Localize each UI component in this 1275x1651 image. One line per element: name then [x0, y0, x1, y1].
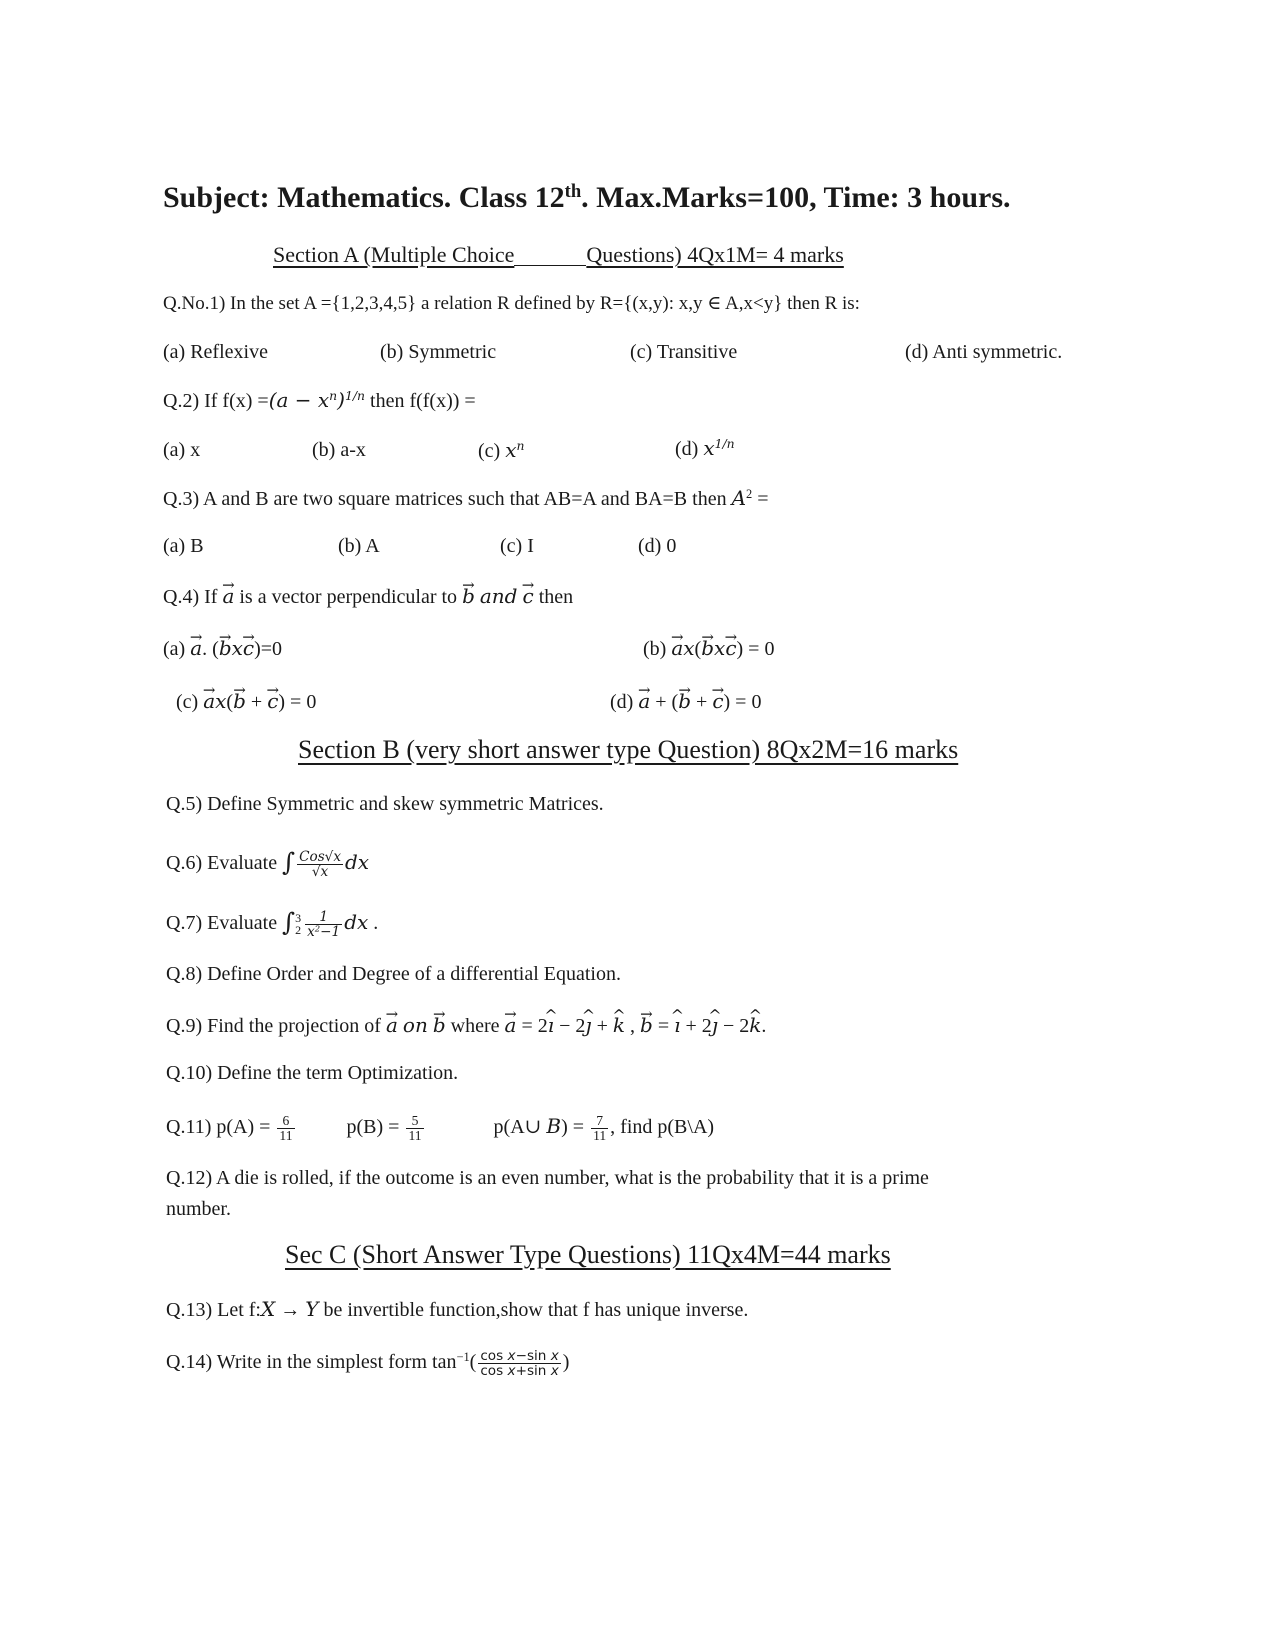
q4-and: and — [479, 584, 518, 608]
q11-label: Q.11) p(A) = — [166, 1116, 271, 1138]
q4-option-a-label: (a) — [163, 638, 186, 660]
q11-pb: p(B) = — [346, 1116, 400, 1138]
q9-label: Q.9) Find the projection of — [166, 1015, 381, 1037]
q4-option-b: (b) → ax(→ bx→ c) = 0 — [643, 636, 774, 661]
q4-option-b-label: (b) — [643, 638, 667, 660]
q2-option-a: (a) x — [163, 439, 201, 461]
q7-label: Q.7) Evaluate — [166, 912, 278, 934]
q14-label: Q.14) Write in the simplest form tan — [166, 1351, 457, 1373]
q4-then: then — [538, 586, 574, 608]
q4-option-d-label: (d) — [610, 691, 634, 713]
q13-label: Q.13) Let f: — [166, 1299, 261, 1321]
title-superscript: th — [564, 180, 582, 202]
q9-question: Q.9) Find the projection of → a on → b where → a = 2^ ı − 2^ ȷ + ^ k , → b = ^ ı + 2^ ȷ − 2^ k. — [166, 1013, 766, 1038]
q4-option-c-label: (c) — [176, 691, 199, 713]
q2-option-c: (c) $x^n$ — [478, 438, 525, 462]
section-c-heading: Sec C (Short Answer Type Questions) 11Qx4M=44 marks — [285, 1240, 891, 1269]
q9-on: on — [402, 1013, 428, 1037]
q12-line1: Q.12) A die is rolled, if the outcome is an even number, what is the probability that it is a prime — [166, 1167, 929, 1189]
q3-option-a: (a) B — [163, 535, 204, 557]
q2-option-d: (d) $x^{1/n}$ — [675, 436, 735, 460]
q6-label: Q.6) Evaluate — [166, 852, 278, 874]
q10-text: Q.10) Define the term Optimization. — [166, 1062, 459, 1084]
title-prefix: Subject: Mathematics. Class 12 — [163, 181, 565, 214]
q9-where: where — [450, 1015, 500, 1037]
q3-question: Q.3) A and B are two square matrices such that AB=A and BA=B then $A^2$ = — [163, 486, 769, 510]
q11-pab: p(A∪ — [493, 1116, 542, 1138]
q4-mid: is a vector perpendicular to — [239, 586, 458, 608]
q1-option-c: (c) Transitive — [630, 341, 738, 363]
q12-line2: number. — [166, 1198, 231, 1220]
q2-option-c-label: (c) — [478, 440, 501, 462]
page-title — [163, 180, 1011, 216]
q3-text: Q.3) A and B are two square matrices such that AB=A and BA=B then — [163, 488, 727, 510]
q2-question — [163, 388, 476, 413]
section-b-heading: Section B (very short answer type Question) 8Qx2M=16 marks — [298, 735, 959, 764]
section-a-heading-left: Section A (Multiple Choice — [273, 242, 515, 267]
q11-question: Q.11) p(A) = $\frac{6}{11}$ p(B) = $\frac{5}{11}$ p(A∪ B) = $\frac{7}{11}$ , find p(B\A) — [166, 1112, 715, 1143]
q2-option-d-label: (d) — [675, 438, 699, 460]
q2-label: Q.2) If f(x) = — [163, 390, 269, 412]
q13-question: Q.13) Let f:X → Y be invertible function,show that f has unique inverse. — [166, 1297, 749, 1321]
q4-option-a: (a) → a. (→ bx→ c)=0 — [163, 636, 282, 661]
q3-option-b: (b) A — [338, 535, 380, 557]
q8-text: Q.8) Define Order and Degree of a differential Equation. — [166, 963, 621, 985]
q11-find: find p(B\A) — [620, 1116, 715, 1138]
q2-then: then f(f(x)) = — [370, 390, 476, 412]
q5-text: Q.5) Define Symmetric and skew symmetric Matrices. — [166, 793, 604, 815]
q1-option-a: (a) Reflexive — [163, 341, 268, 363]
q4-option-d: (d) → a + (→ b + → c) = 0 — [610, 689, 761, 714]
q7-question: Q.7) Evaluate ∫ 3 2 $\frac{1}{x^2-1}$ dx . — [166, 907, 379, 940]
q1-text: Q.No.1) In the set A ={1,2,3,4,5} a relation R defined by R={(x,y): x,y ∈ A,x<y} then R is: — [163, 293, 860, 314]
q4-question: Q.4) If → a is a vector perpendicular to → b and → c then — [163, 584, 573, 609]
q13-rest: be invertible function,show that f has unique inverse. — [323, 1299, 749, 1321]
q14-question: Q.14) Write in the simplest form $\tan^{-1}$( $\frac{\text{cos x−sin x}}{\text{cos x+sin x}}$ ) — [166, 1347, 570, 1379]
q4-label: Q.4) If — [163, 586, 218, 608]
q2-option-b: (b) a-x — [312, 439, 366, 461]
q1-option-d: (d) Anti symmetric. — [905, 341, 1063, 363]
section-a-heading — [273, 243, 844, 267]
q3-option-d: (d) 0 — [638, 535, 677, 557]
section-a-heading-right: Questions) 4Qx1M= 4 marks — [586, 242, 844, 267]
title-suffix: . Max.Marks=100, Time: 3 hours. — [581, 181, 1011, 214]
q4-option-c: (c) → ax(→ b + → c) = 0 — [176, 689, 316, 714]
q3-option-c: (c) I — [500, 535, 534, 557]
q1-option-b: (b) Symmetric — [380, 341, 497, 363]
q2-expression: $(a - x^n)^{1/n}$ — [268, 388, 366, 412]
q6-question: Q.6) Evaluate ∫ $\frac{\text{Cos√x}}{√x}$ dx — [166, 847, 370, 880]
